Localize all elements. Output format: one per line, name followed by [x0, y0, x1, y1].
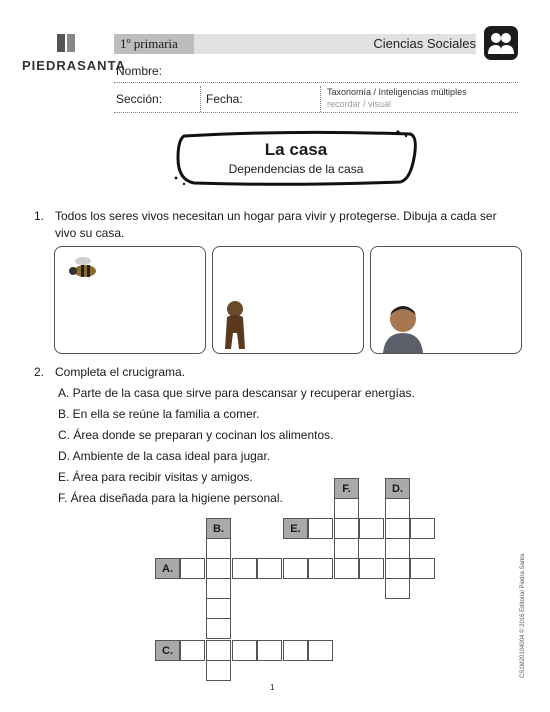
fecha-label: Fecha:: [206, 92, 243, 106]
crossword-cell[interactable]: [232, 640, 257, 661]
crossword-cell[interactable]: [206, 660, 231, 681]
crossword-cell[interactable]: [180, 640, 205, 661]
crossword-cell[interactable]: [206, 558, 231, 579]
divider: [320, 86, 321, 112]
taxonomy-values: recordar / visual: [327, 99, 392, 109]
crossword-cell[interactable]: [385, 498, 410, 519]
brand-logo: PIEDRASANTA: [22, 58, 126, 73]
crossword-cell[interactable]: [385, 538, 410, 559]
crossword-cell[interactable]: [232, 558, 257, 579]
page-subtitle: Dependencias de la casa: [228, 162, 364, 176]
q2-text: Completa el crucigrama.: [55, 365, 186, 379]
grade-label: 1º primaria: [114, 34, 194, 54]
page-number: 1: [270, 683, 275, 692]
crossword-cell[interactable]: [385, 578, 410, 599]
crossword-cell[interactable]: [257, 640, 282, 661]
crossword-cell[interactable]: [308, 558, 333, 579]
page-title: La casa: [264, 140, 328, 159]
people-icon: [484, 26, 518, 60]
crossword-cell[interactable]: [410, 558, 435, 579]
crossword-cell[interactable]: [334, 498, 359, 519]
q1-text: Todos los seres vivos necesitan un hogar para vivir y protegerse. Dibuja a cada ser vivo su casa.: [55, 209, 497, 240]
divider: [200, 86, 201, 112]
crossword-cell[interactable]: [385, 558, 410, 579]
crossword-cell[interactable]: [283, 558, 308, 579]
crossword-cell[interactable]: [334, 558, 359, 579]
clue-e: E.: [283, 518, 308, 539]
q2-item-b: B. En ella se reúne la familia a comer.: [58, 407, 260, 421]
clue-a: A.: [155, 558, 180, 579]
crossword-cell[interactable]: [180, 558, 205, 579]
crossword-cell[interactable]: [206, 578, 231, 599]
crossword-cell[interactable]: [206, 618, 231, 639]
copyright-note: CS1M20104004 © 2016 Editorial Piedra Santa: [520, 553, 526, 678]
bee-icon: [63, 253, 101, 283]
crossword-cell[interactable]: [385, 518, 410, 539]
clue-b: B.: [206, 518, 231, 539]
nombre-label: Nombre:: [116, 64, 163, 78]
q2-item-c: C. Área donde se preparan y cocinan los alimentos.: [58, 428, 334, 442]
q2-number: 2.: [34, 365, 45, 379]
clue-f: F.: [334, 478, 359, 499]
seccion-line: [114, 112, 518, 113]
q2-item-f: F. Área diseñada para la higiene personal.: [58, 491, 283, 505]
logo-book-icon: [55, 32, 77, 54]
q2-item-a: A. Parte de la casa que sirve para descansar y recuperar energías.: [58, 386, 415, 400]
drawing-box-dog[interactable]: [212, 246, 364, 354]
clue-c: C.: [155, 640, 180, 661]
nombre-line[interactable]: [114, 82, 518, 83]
drawing-box-bee[interactable]: [54, 246, 206, 354]
taxonomy-label: Taxonomía / Inteligencias múltiples: [327, 87, 467, 97]
crossword-cell[interactable]: [283, 640, 308, 661]
boy-icon: [381, 303, 425, 353]
q1-number: 1.: [34, 209, 45, 223]
subject-label: Ciencias Sociales: [373, 36, 476, 51]
q2-item-d: D. Ambiente de la casa ideal para jugar.: [58, 449, 271, 463]
crossword-cell[interactable]: [206, 538, 231, 559]
crossword-cell[interactable]: [308, 640, 333, 661]
clue-d: D.: [385, 478, 410, 499]
crossword-cell[interactable]: [359, 558, 384, 579]
q2-item-e: E. Área para recibir visitas y amigos.: [58, 470, 253, 484]
seccion-label: Sección:: [116, 92, 163, 106]
dog-icon: [221, 299, 249, 353]
crossword-cell[interactable]: [308, 518, 333, 539]
crossword-cell[interactable]: [359, 518, 384, 539]
crossword-cell[interactable]: [206, 640, 231, 661]
crossword-cell[interactable]: [410, 518, 435, 539]
crossword-cell[interactable]: [206, 598, 231, 619]
crossword-cell[interactable]: [334, 518, 359, 539]
crossword-cell[interactable]: [257, 558, 282, 579]
crossword-cell[interactable]: [334, 538, 359, 559]
drawing-box-boy[interactable]: [370, 246, 522, 354]
